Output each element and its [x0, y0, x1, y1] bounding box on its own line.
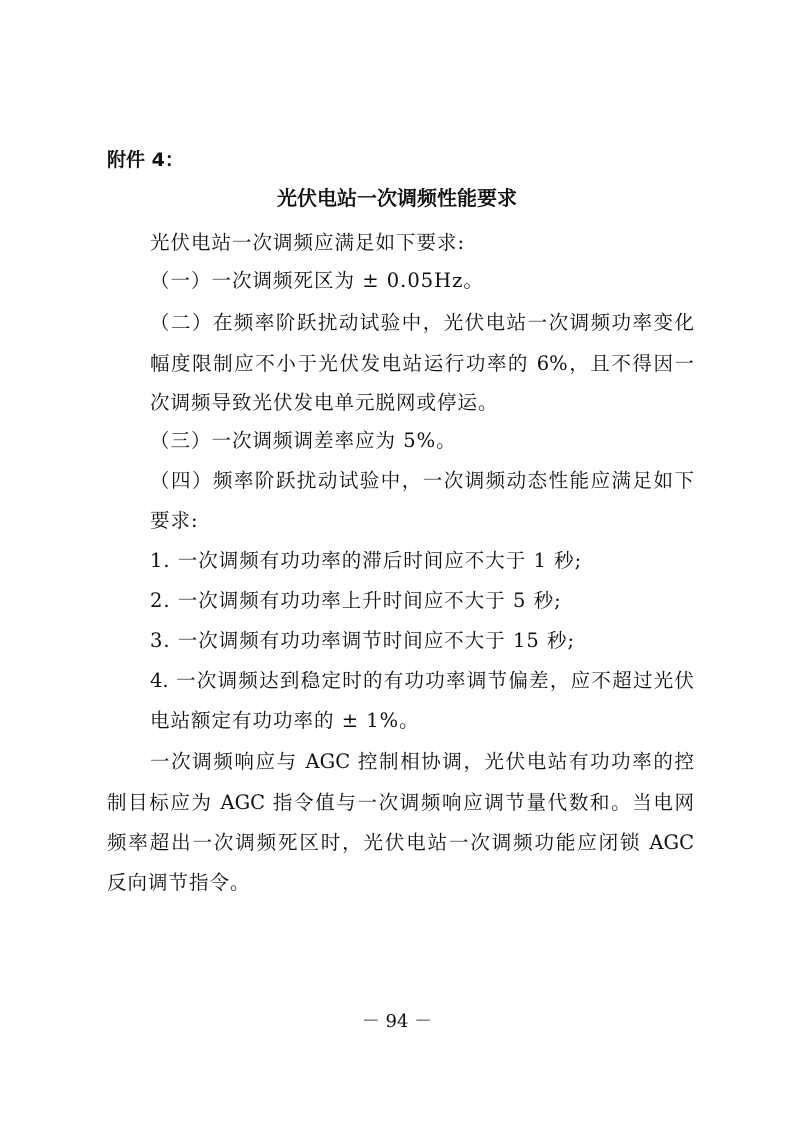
sub-requirement-2: 2. 一次调频有功功率上升时间应不大于 5 秒;	[150, 589, 562, 612]
sub-requirement-4-line-1: 4. 一次调频达到稳定时的有功功率调节偏差，应不超过光伏	[150, 669, 694, 692]
sub-requirement-1: 1. 一次调频有功功率的滞后时间应不大于 1 秒;	[150, 549, 583, 572]
document-title: 光伏电站一次调频性能要求	[277, 186, 517, 210]
requirement-4-line-2: 要求:	[150, 509, 199, 532]
agc-paragraph-line-3: 频率超出一次调频死区时，光伏电站一次调频功能应闭锁 AGC	[107, 831, 694, 854]
requirement-2-line-1: （二）在频率阶跃扰动试验中，光伏电站一次调频功率变化	[150, 311, 694, 334]
requirement-1: （一）一次调频死区为 ± 0.05Hz。	[150, 269, 484, 292]
sub-requirement-4-line-2: 电站额定有功功率的 ± 1%。	[150, 709, 420, 732]
attachment-label: 附件 4：	[107, 149, 184, 171]
agc-paragraph-line-4: 反向调节指令。	[107, 871, 251, 894]
requirement-4-line-1: （四）频率阶跃扰动试验中，一次调频动态性能应满足如下	[150, 469, 694, 492]
intro-line: 光伏电站一次调频应满足如下要求:	[150, 231, 466, 254]
sub-requirement-3: 3. 一次调频有功功率调节时间应不大于 15 秒;	[150, 629, 576, 652]
agc-paragraph-line-1: 一次调频响应与 AGC 控制相协调，光伏电站有功功率的控	[150, 750, 694, 773]
requirement-2-line-2: 幅度限制应不小于光伏发电站运行功率的 6%，且不得因一	[150, 352, 694, 375]
page-number: － 94 －	[361, 1011, 433, 1032]
agc-paragraph-line-2: 制目标应为 AGC 指令值与一次调频响应调节量代数和。当电网	[107, 791, 694, 814]
requirement-3: （三）一次调频调差率应为 5%。	[150, 429, 457, 452]
requirement-2-line-3: 次调频导致光伏发电单元脱网或停运。	[150, 391, 499, 414]
